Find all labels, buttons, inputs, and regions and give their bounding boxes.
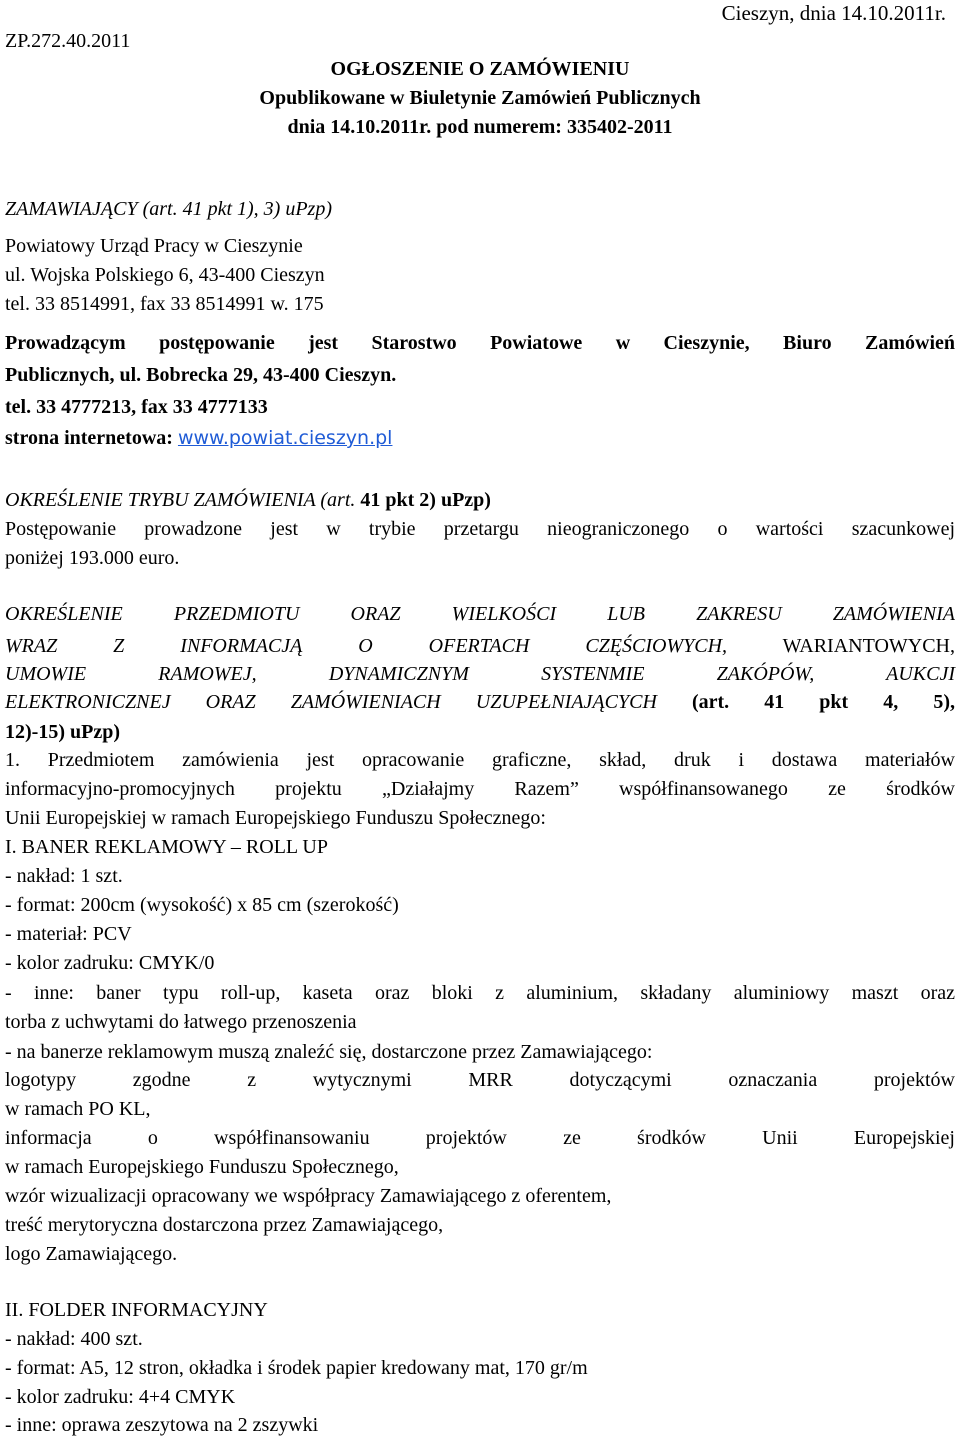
banner-qty: - nakład: 1 szt. [5, 865, 123, 887]
website-link[interactable]: www.powiat.cieszyn.pl [177, 427, 393, 449]
lead-line-2: Publicznych, ul. Bobrecka 29, 43-400 Cieszyn. [5, 364, 397, 386]
folder-other: - inne: oprawa zeszytowa na 2 zszywki [5, 1414, 319, 1436]
banner-title: I. BANER REKLAMOWY – ROLL UP [5, 836, 328, 858]
folder-qty: - nakład: 400 szt. [5, 1328, 143, 1350]
mode-heading [5, 487, 491, 513]
website-label: strona internetowa: [5, 427, 178, 449]
banner-material: - materiał: PCV [5, 923, 132, 945]
buyer-name: Powiatowy Urząd Pracy w Cieszynie [5, 235, 303, 257]
subject-intro-line-2: informacyjno-promocyjnych projektu „Działajmy Razem” współfinansowanego ze środków [5, 778, 955, 800]
title-line-3: dnia 14.10.2011r. pod numerem: 335402-2011 [287, 116, 673, 138]
banner-logos-line-1: logotypy zgodne z wytycznymi MRR dotyczącymi oznaczania projektów [5, 1069, 955, 1091]
banner-must-line: - na banerze reklamowym muszą znaleźć się, dostarczone przez Zamawiającego: [5, 1041, 653, 1063]
mode-line-2: poniżej 193.000 euro. [5, 547, 180, 569]
banner-other-line-2: torba z uchwytami do łatwego przenoszenia [5, 1011, 357, 1033]
subject-heading-line-1: OKREŚLENIE PRZEDMIOTU ORAZ WIELKOŚCI LUB ZAKRESU ZAMÓWIENIA [5, 603, 955, 625]
lead-phone: tel. 33 4777213, fax 33 4777133 [5, 396, 268, 418]
banner-logo: logo Zamawiającego. [5, 1243, 178, 1265]
subject-heading-line-5: 12)-15) uPzp) [5, 721, 120, 743]
buyer-heading: ZAMAWIAJĄCY (art. 41 pkt 1), 3) uPzp) [5, 198, 332, 220]
banner-logos-line-2: w ramach PO KL, [5, 1098, 151, 1120]
folder-title: II. FOLDER INFORMACYJNY [5, 1299, 268, 1321]
banner-cofin-line-2: w ramach Europejskiego Funduszu Społecznego, [5, 1156, 399, 1178]
subject-intro-line-1: 1. Przedmiotem zamówienia jest opracowanie graficzne, skład, druk i dostawa materiałów [5, 749, 955, 771]
banner-visual: wzór wizualizacji opracowany we współpracy Zamawiającego z oferentem, [5, 1185, 612, 1207]
buyer-address: ul. Wojska Polskiego 6, 43-400 Cieszyn [5, 264, 325, 286]
title-line-2: Opublikowane w Biuletynie Zamówień Publicznych [259, 87, 701, 109]
folder-color: - kolor zadruku: 4+4 CMYK [5, 1386, 236, 1408]
banner-other-line-1: - inne: baner typu roll-up, kaseta oraz bloki z aluminium, składany aluminiowy maszt oraz [5, 982, 955, 1004]
banner-cofin-line-1: informacja o współfinansowaniu projektów ze środków Unii Europejskiej [5, 1127, 955, 1149]
subject-heading-line-2: WRAZ Z INFORMACJĄ O OFERTACH CZĘŚCIOWYCH, WARIANTOWYCH, [5, 635, 955, 657]
website-line [5, 425, 392, 451]
folder-format: - format: A5, 12 stron, okładka i środek papier kredowany mat, 170 gr/m [5, 1357, 588, 1379]
subject-heading-line-4: ELEKTRONICZNEJ ORAZ ZAMÓWIENIACH UZUPEŁNIAJĄCYCH (art. 41 pkt 4, 5), [5, 691, 955, 713]
subject-heading-line-3: UMOWIE RAMOWEJ, DYNAMICZNYM SYSTENMIE ZAKÓPÓW, AUKCJI [5, 663, 955, 685]
banner-format: - format: 200cm (wysokość) x 85 cm (szerokość) [5, 894, 399, 916]
mode-heading-italic: OKREŚLENIE TRYBU ZAMÓWIENIA (art. [5, 489, 356, 511]
lead-line-1: Prowadzącym postępowanie jest Starostwo Powiatowe w Cieszynie, Biuro Zamówień [5, 332, 955, 354]
mode-heading-rest: 41 pkt 2) uPzp) [355, 489, 491, 511]
buyer-phone: tel. 33 8514991, fax 33 8514991 w. 175 [5, 293, 324, 315]
banner-content: treść merytoryczna dostarczona przez Zamawiającego, [5, 1214, 444, 1236]
subject-intro-line-3: Unii Europejskiej w ramach Europejskiego Funduszu Społecznego: [5, 807, 546, 829]
mode-line-1: Postępowanie prowadzone jest w trybie przetargu nieograniczonego o wartości szacunkowej [5, 518, 955, 540]
title-line-1: OGŁOSZENIE O ZAMÓWIENIU [330, 58, 630, 80]
place-date: Cieszyn, dnia 14.10.2011r. [721, 1, 946, 25]
reference-number: ZP.272.40.2011 [5, 30, 131, 52]
banner-color: - kolor zadruku: CMYK/0 [5, 952, 215, 974]
